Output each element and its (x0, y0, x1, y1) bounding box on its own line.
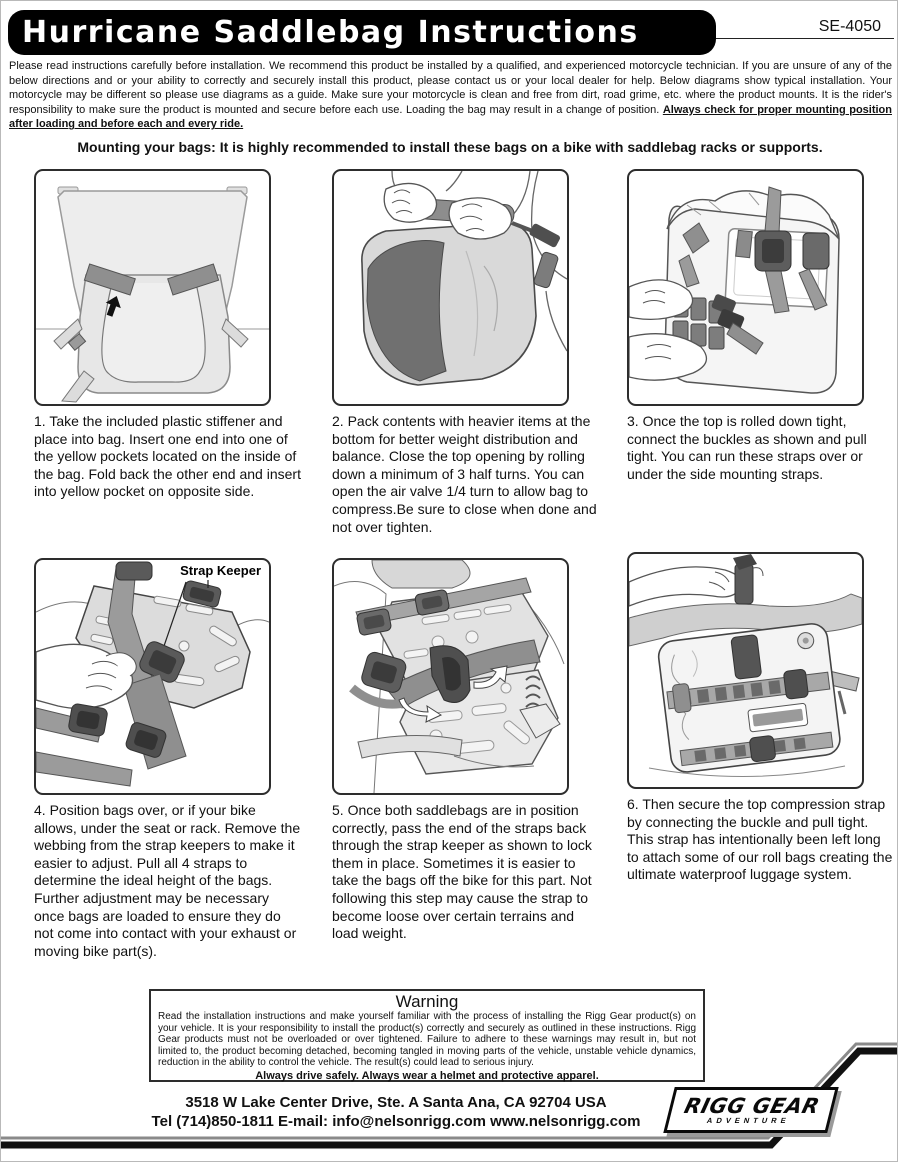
mounting-note: Mounting your bags: It is highly recommended to install these bags on a bike with saddlebag racks or supports. (77, 139, 823, 155)
step-3-illustration-connect-buckles (629, 171, 862, 404)
step-4-illustration-strap-keeper (36, 560, 269, 793)
step-1-panel (34, 169, 271, 406)
step-6 (627, 552, 898, 884)
page-title: Hurricane Saddlebag Instructions (22, 15, 639, 50)
step-3-panel (627, 169, 864, 406)
step-5-panel (332, 558, 569, 795)
part-number: SE-4050 (818, 18, 881, 35)
step-2-panel (332, 169, 569, 406)
warning-body: Read the installation instructions and make yourself familiar with the process of installing the Rigg Gear product(s) on your vehicle. It is your responsibility to install the product(s) correctly and securely as outlined in these instructions. Rigg Gear products must not be overloaded or over tightened. Failure to adhere to these warnings may result in, but not limited to, the product becoming detached, becoming tangled in moving parts of the vehicle, unstable vehicle dynamics, reduction in the ability to control the vehicle. The result(s) could lead to serious injury. (158, 1011, 696, 1069)
step-6-panel (627, 552, 864, 789)
intro-text: Please read instructions carefully before installation. We recommend this product be installed by a qualified, and experienced motorcycle technician. If you are unsure of any of the below directions and or your ability to correctly and securely install this product, please contact us or your local dealer for help. Below diagrams show typical installation. Your motorcycle may be different so please use diagrams as a guide. Make sure your motorcycle is clean and free from dirt, road grime, etc. where the product mounts. It is the rider's responsibility to make sure the product is mounted and secure before each use. Loading the bag may result in a change of position. (9, 60, 892, 116)
step-3 (627, 169, 898, 483)
strap-keeper-label: Strap Keeper (180, 563, 261, 578)
header-rule (716, 38, 894, 39)
step-5-caption: 5. Once both saddlebags are in position correctly, pass the end of the straps back through the strap keeper as shown to lock them in place. Sometimes it is easier to take the bags off the bike for this part. Not following this step may cause the strap to become loose over certain terrains and load weight. (332, 802, 592, 942)
step-5-illustration-lock-straps (334, 560, 567, 793)
step-1 (34, 169, 314, 501)
footer-contact: Tel (714)850-1811 E-mail: info@nelsonrigg.com www.nelsonrigg.com (151, 1113, 641, 1130)
step-1-caption: 1. Take the included plastic stiffener and place into bag. Insert one end into one of the yellow pockets located on the inside of the bag. Fold back the other end and insert into yellow pocket on opposite side. (34, 413, 301, 500)
step-6-caption: 6. Then secure the top compression strap by connecting the buckle and pull tight. This strap has intentionally been left long to attach some of our roll bags creating the ultimate waterproof luggage system. (627, 796, 893, 883)
warning-title: Warning (395, 992, 459, 1011)
step-4-caption: 4. Position bags over, or if your bike allows, under the seat or rack. Remove the webbing from the strap keepers to make it easier to adjust. Pull all 4 straps to determine the ideal height of the bags. Further adjustment may be necessary once bags are loaded to ensure they do not come into contact with your exhaust or moving bike part(s). (34, 802, 301, 959)
step-5 (332, 558, 612, 943)
step-1-illustration-open-bag (36, 171, 269, 404)
warning-emphasis: Always drive safely. Always wear a helmet and protective apparel. (255, 1069, 599, 1082)
step-2 (332, 169, 612, 536)
title-bar (8, 10, 716, 55)
rigg-gear-logo (663, 1087, 838, 1133)
intro-emphasis: Always check for proper mounting position after loading and before each and every ride. (9, 103, 892, 131)
step-3-caption: 3. Once the top is rolled down tight, connect the buckles as shown and pull tight. You can run these straps over or under the side mounting straps. (627, 413, 867, 482)
warning-box (149, 989, 705, 1082)
intro-paragraph (9, 59, 892, 132)
logo-secondary-text: ADVENTURE (706, 1115, 791, 1125)
logo-primary-text: RIGG GEAR (681, 1093, 823, 1118)
footer-address-block (101, 1093, 691, 1131)
step-2-caption: 2. Pack contents with heavier items at the bottom for better weight distribution and balance. Close the top opening by rolling down a minimum of 3 half turns. You can open the air valve 1/4 turn to allow bag to compress.Be sure to close when done and not over tighten. (332, 413, 597, 535)
step-4-panel (34, 558, 271, 795)
step-4 (34, 558, 314, 960)
step-2-illustration-rolling-top (334, 171, 567, 404)
step-6-illustration-compression-strap (629, 554, 862, 787)
footer-address: 3518 W Lake Center Drive, Ste. A Santa Ana, CA 92704 USA (185, 1094, 607, 1111)
